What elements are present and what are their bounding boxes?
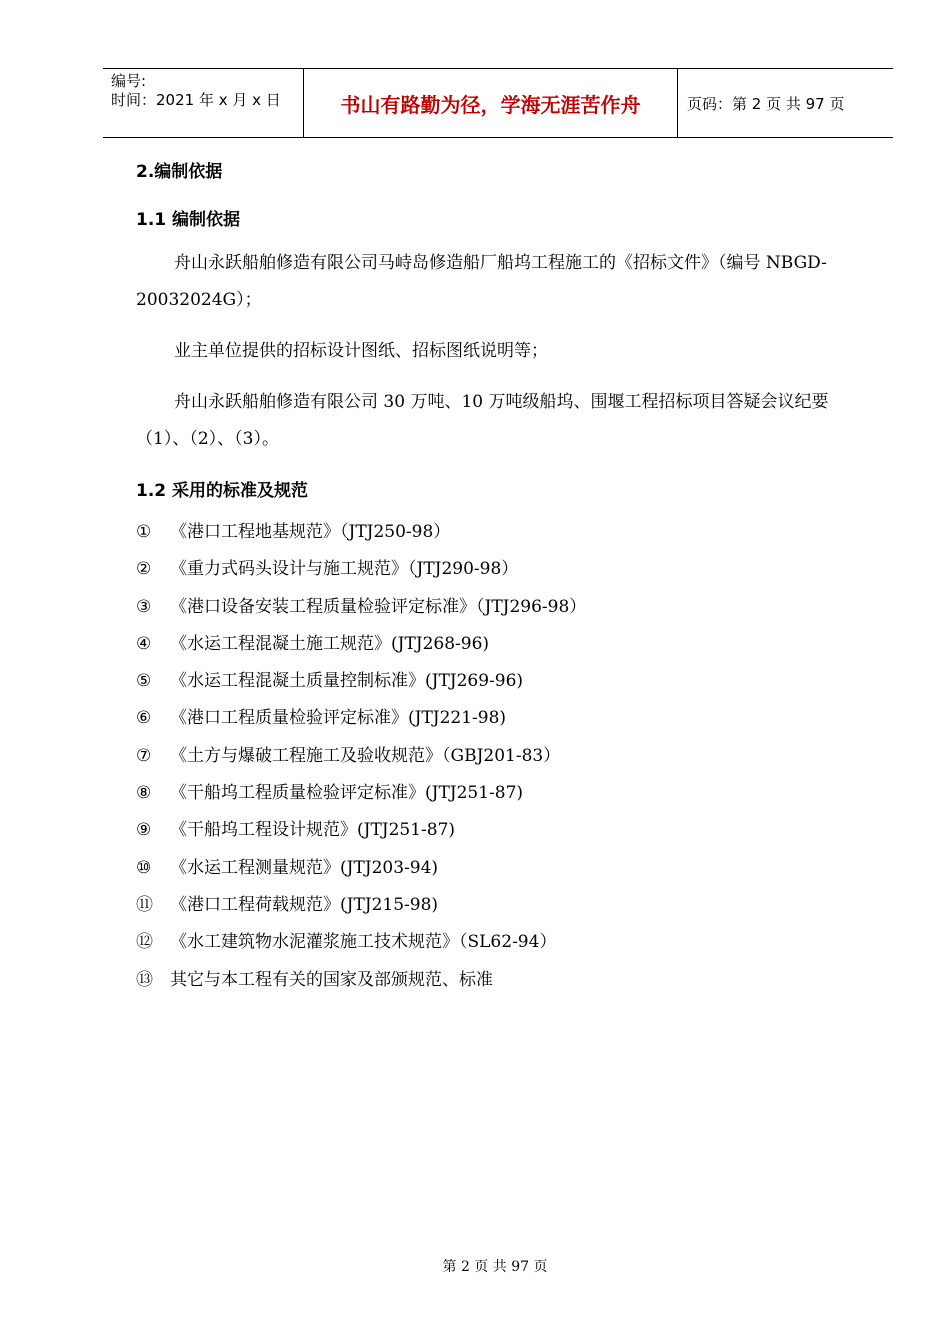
list-item-number: ⑨ [136, 820, 152, 841]
header-number-label: 编号: [111, 72, 147, 90]
header-page-label: 页码：第 2 页 共 97 页 [687, 94, 845, 113]
list-item [136, 551, 860, 588]
list-item-text: 《土方与爆破工程施工及验收规范》（GBJ201-83） [170, 745, 561, 766]
list-item-number: ② [136, 559, 152, 580]
list-item-number: ⑥ [136, 708, 152, 729]
list-item-text: 《港口工程荷载规范》(JTJ215-98) [170, 894, 439, 915]
list-item-text: 《水运工程测量规范》(JTJ203-94) [170, 857, 439, 878]
list-item-text: 《水运工程混凝土施工规范》(JTJ268-96) [170, 633, 490, 654]
list-item [136, 850, 860, 887]
list-item [136, 962, 860, 999]
list-item-text: 《水运工程混凝土质量控制标准》(JTJ269-96) [170, 671, 524, 692]
page-header [103, 68, 893, 138]
list-item-number: ④ [136, 633, 152, 654]
subsection-title-basis: 1.1 编制依据 [136, 210, 241, 230]
basis-paragraph: 业主单位提供的招标设计图纸、招标图纸说明等； [174, 341, 548, 361]
list-item-text: 《干船坞工程设计规范》(JTJ251-87) [170, 820, 456, 841]
list-item [136, 812, 860, 849]
header-motto: 书山有路勤为径，学海无涯苦作舟 [304, 69, 678, 137]
list-item-text: 《水工建筑物水泥灌浆施工技术规范》（SL62-94） [170, 932, 557, 953]
list-item-text: 《港口设备安装工程质量检验评定标准》（JTJ296-98） [170, 596, 587, 617]
basis-paragraph: 舟山永跃船舶修造有限公司 30 万吨、10 万吨级船坞、围堰工程招标项目答疑会议纪要（1）、（2）、（3）。 [136, 392, 829, 449]
list-item-text: 《港口工程质量检验评定标准》(JTJ221-98) [170, 708, 507, 729]
list-item [136, 589, 860, 626]
list-item [136, 700, 860, 737]
list-item-number: ⑤ [136, 671, 152, 692]
list-item [136, 775, 860, 812]
list-item-number: ⑪ [136, 894, 153, 915]
section-title: 2.编制依据 [136, 162, 223, 182]
list-item [136, 887, 860, 924]
basis-paragraph: 舟山永跃船舶修造有限公司马峙岛修造船厂船坞工程施工的《招标文件》（编号 NBGD-20032024G）； [136, 253, 827, 310]
list-item [136, 626, 860, 663]
list-item-number: ⑬ [136, 969, 153, 990]
list-item-text: 《重力式码头设计与施工规范》（JTJ290-98） [170, 559, 519, 580]
header-meta [103, 69, 304, 137]
list-item-number: ⑫ [136, 932, 153, 953]
list-item [136, 514, 860, 551]
list-item [136, 924, 860, 961]
header-time-label: 时间：2021 年 x 月 x 日 [111, 91, 281, 109]
list-item [136, 738, 860, 775]
list-item-number: ⑧ [136, 783, 152, 804]
list-item-number: ③ [136, 596, 152, 617]
standards-list [136, 514, 860, 999]
list-item-text: 其它与本工程有关的国家及部颁规范、标准 [170, 969, 493, 990]
list-item [136, 663, 860, 700]
basis-paragraphs [136, 245, 860, 458]
subsection-title-standards: 1.2 采用的标准及规范 [136, 481, 309, 501]
list-item-number: ① [136, 522, 152, 542]
document-body [136, 158, 860, 999]
list-item-text: 《港口工程地基规范》（JTJ250-98） [170, 522, 451, 542]
list-item-number: ⑦ [136, 745, 152, 766]
page-footer: 第 2 页 共 97 页 [442, 1259, 548, 1275]
list-item-number: ⑩ [136, 857, 152, 878]
list-item-text: 《干船坞工程质量检验评定标准》(JTJ251-87) [170, 783, 524, 804]
